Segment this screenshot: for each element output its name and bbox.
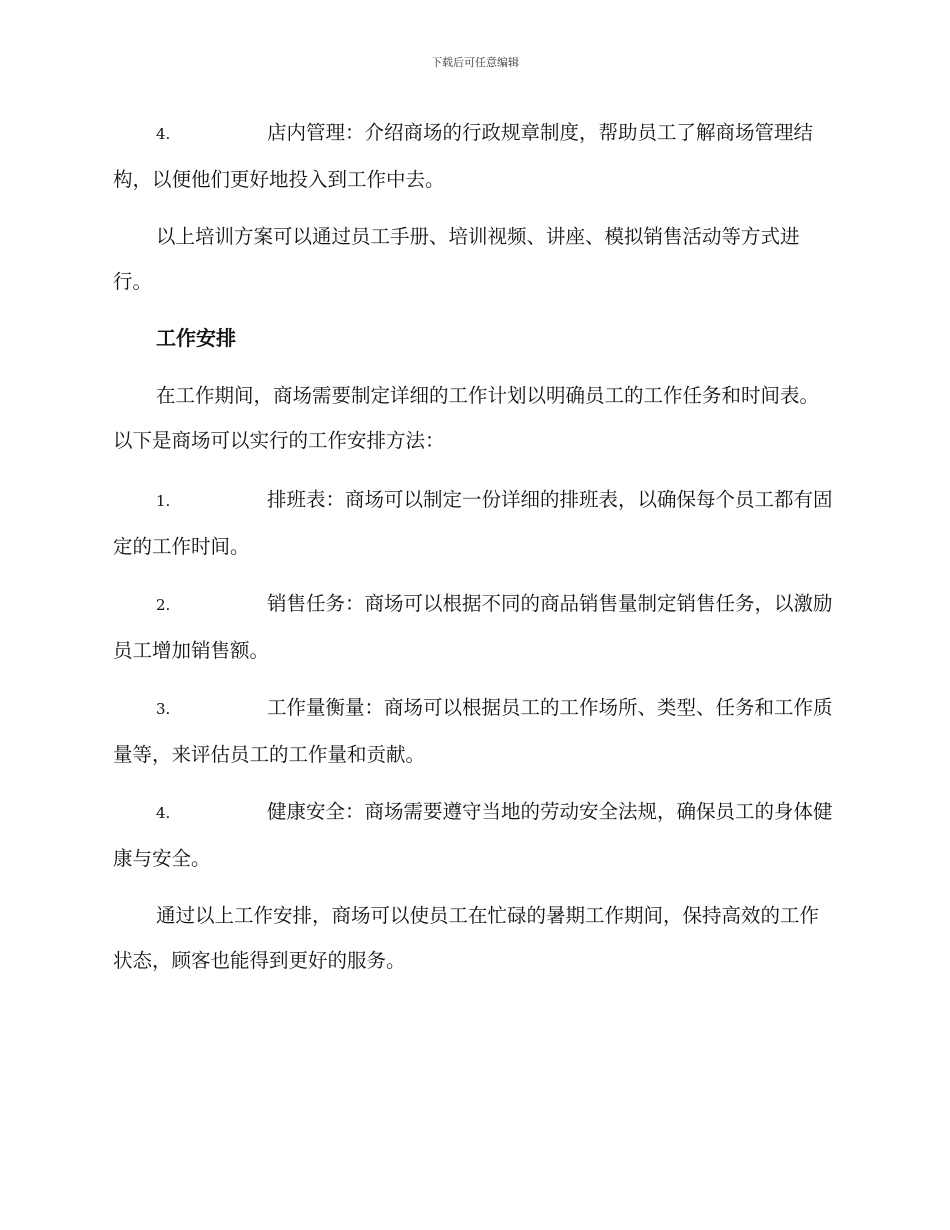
list-number: 1. bbox=[156, 492, 171, 510]
list-item-store-management bbox=[113, 110, 833, 202]
list-item-text: 健康安全：商场需要遵守当地的劳动安全法规，确保员工的身体健康与安全。 bbox=[113, 800, 833, 870]
list-number: 4. bbox=[156, 125, 171, 143]
document-body bbox=[113, 110, 833, 983]
list-number: 4. bbox=[156, 804, 171, 822]
list-item-sales-task bbox=[113, 581, 833, 673]
list-item-text: 店内管理：介绍商场的行政规章制度，帮助员工了解商场管理结构，以便他们更好地投入到工作中去。 bbox=[113, 121, 814, 191]
list-item-health-safety bbox=[113, 789, 833, 881]
list-number: 2. bbox=[156, 596, 171, 614]
paragraph-work-plan: 在工作期间，商场需要制定详细的工作计划以明确员工的工作任务和时间表。以下是商场可以实行的工作安排方法： bbox=[113, 384, 820, 452]
paragraph-conclusion: 通过以上工作安排，商场可以使员工在忙碌的暑期工作期间，保持高效的工作状态，顾客也能得到更好的服务。 bbox=[113, 904, 820, 972]
list-item-workload bbox=[113, 685, 833, 777]
list-item-schedule bbox=[113, 477, 833, 569]
list-item-text: 排班表：商场可以制定一份详细的排班表，以确保每个员工都有固定的工作时间。 bbox=[113, 488, 833, 558]
section-title: 工作安排 bbox=[156, 326, 236, 350]
paragraph-training-methods: 以上培训方案可以通过员工手册、培训视频、讲座、模拟销售活动等方式进行。 bbox=[113, 225, 800, 293]
page-header: 下载后可任意编辑 bbox=[431, 56, 519, 69]
list-item-text: 销售任务：商场可以根据不同的商品销售量制定销售任务，以激励员工增加销售额。 bbox=[113, 592, 833, 662]
list-number: 3. bbox=[156, 700, 171, 718]
list-item-text: 工作量衡量：商场可以根据员工的工作场所、类型、任务和工作质量等，来评估员工的工作量和贡献。 bbox=[113, 696, 833, 766]
